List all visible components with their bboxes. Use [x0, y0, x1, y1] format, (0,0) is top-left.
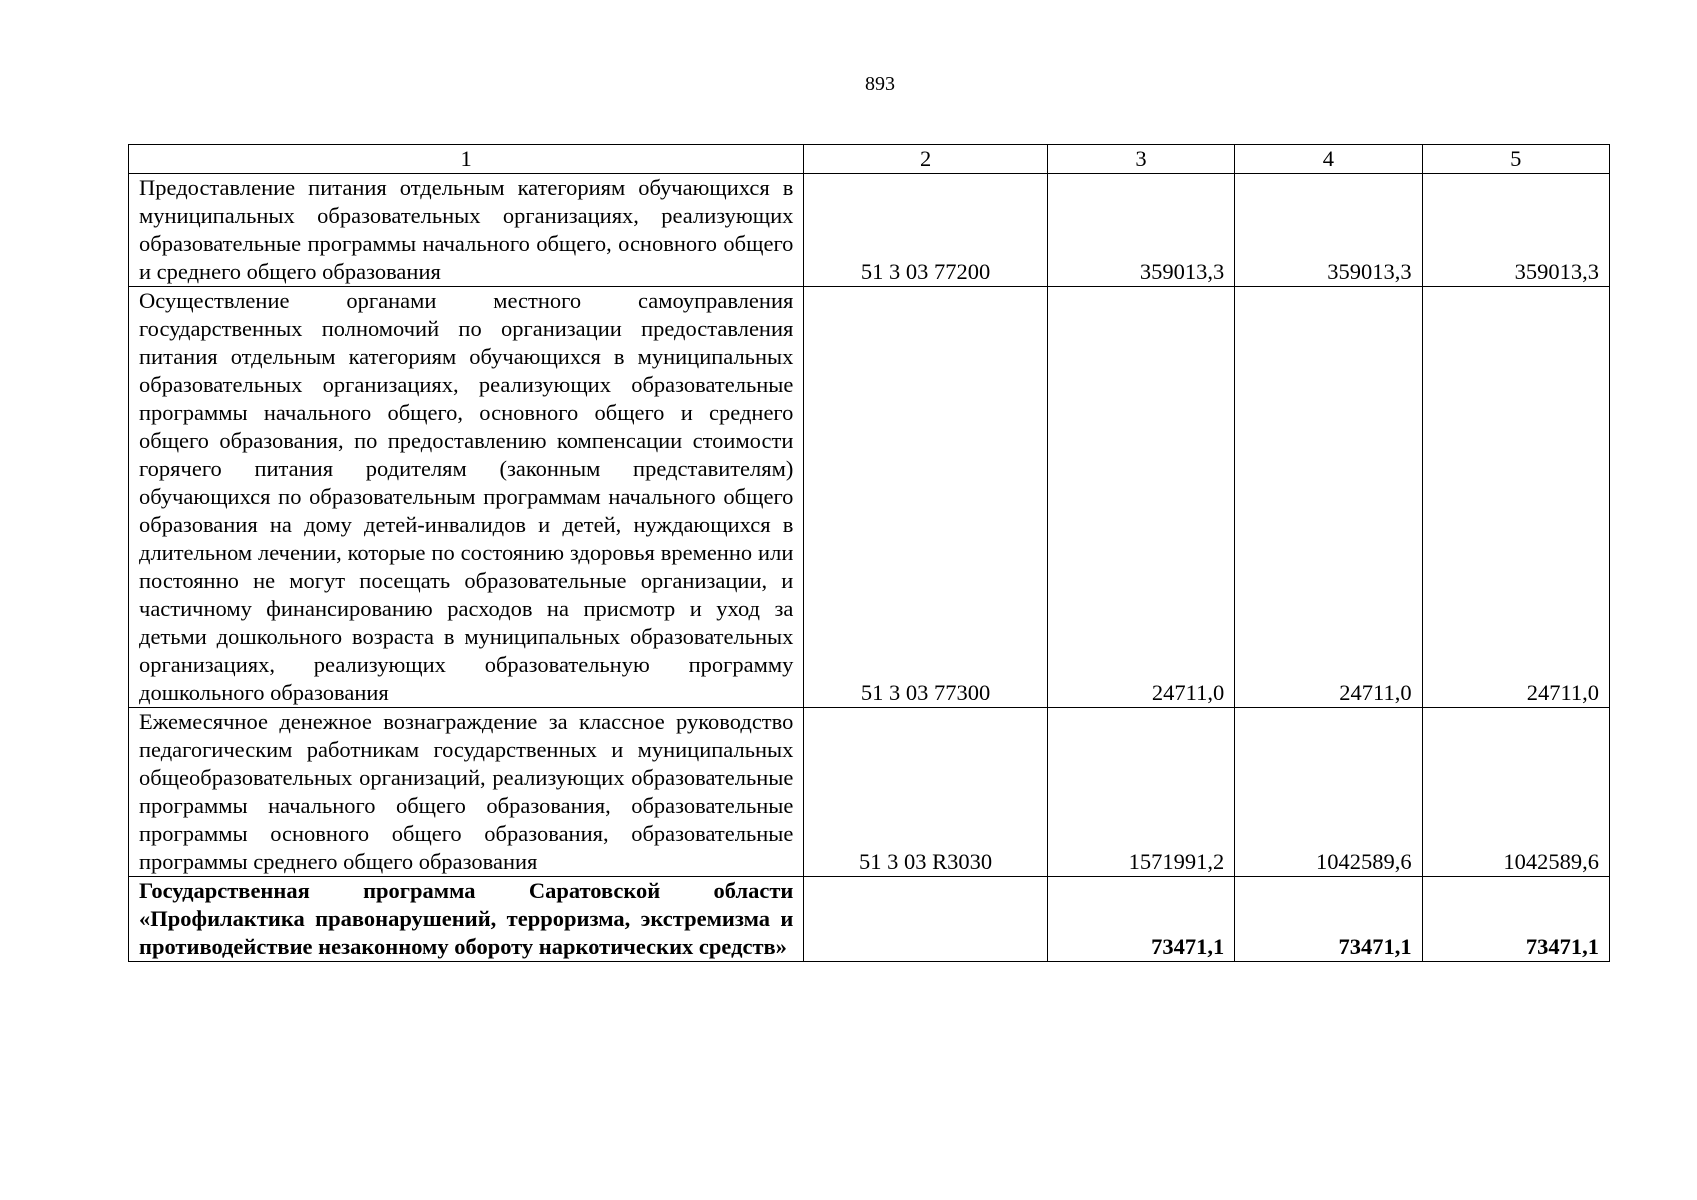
header-col-5: 5: [1422, 145, 1609, 174]
row-code: 51 3 03 77300: [804, 287, 1047, 708]
budget-table: [128, 144, 1610, 962]
row-code: [804, 877, 1047, 962]
table-row: [129, 174, 1610, 287]
row-value-4: 359013,3: [1235, 174, 1422, 287]
row-name: Предоставление питания отдельным категориям обучающихся в муниципальных образовательных организациях, реализующих образовательные программы начального общего, основного общего и среднего общего образования: [129, 174, 804, 287]
row-value-3: 359013,3: [1047, 174, 1234, 287]
row-name: Осуществление органами местного самоуправления государственных полномочий по организации предоставления питания отдельным категориям обучающихся в муниципальных образовательных организациях, реализующих образовательные программы начального общего, основного общего и среднего общего образования, по предоставлению компенсации стоимости горячего питания родителям (законным представителям) обучающихся по образовательным программам начального общего образования на дому детей-инвалидов и детей, нуждающихся в длительном лечении, которые по состоянию здоровья временно или постоянно не могут посещать образовательные организации, и частичному финансированию расходов на присмотр и уход за детьми дошкольного возраста в муниципальных образовательных организациях, реализующих образовательную программу дошкольного образования: [129, 287, 804, 708]
row-value-3: 1571991,2: [1047, 708, 1234, 877]
row-value-4: 1042589,6: [1235, 708, 1422, 877]
header-col-2: 2: [804, 145, 1047, 174]
row-value-4: 73471,1: [1235, 877, 1422, 962]
row-code: 51 3 03 R3030: [804, 708, 1047, 877]
row-value-5: 24711,0: [1422, 287, 1609, 708]
row-code: 51 3 03 77200: [804, 174, 1047, 287]
row-value-5: 359013,3: [1422, 174, 1609, 287]
table-row-program: [129, 877, 1610, 962]
header-col-3: 3: [1047, 145, 1234, 174]
row-value-5: 73471,1: [1422, 877, 1609, 962]
row-value-5: 1042589,6: [1422, 708, 1609, 877]
table-header-row: [129, 145, 1610, 174]
table-row: [129, 287, 1610, 708]
table-row: [129, 708, 1610, 877]
row-value-3: 73471,1: [1047, 877, 1234, 962]
row-name: Ежемесячное денежное вознаграждение за классное руководство педагогическим работникам государственных и муниципальных общеобразовательных организаций, реализующих образовательные программы начального общего образования, образовательные программы основного общего образования, образовательные программы среднего общего образования: [129, 708, 804, 877]
header-col-1: 1: [129, 145, 804, 174]
page-number: 893: [865, 73, 895, 95]
row-name: Государственная программа Саратовской области «Профилактика правонарушений, терроризма, экстремизма и противодействие незаконному обороту наркотических средств»: [129, 877, 804, 962]
row-value-3: 24711,0: [1047, 287, 1234, 708]
row-value-4: 24711,0: [1235, 287, 1422, 708]
header-col-4: 4: [1235, 145, 1422, 174]
